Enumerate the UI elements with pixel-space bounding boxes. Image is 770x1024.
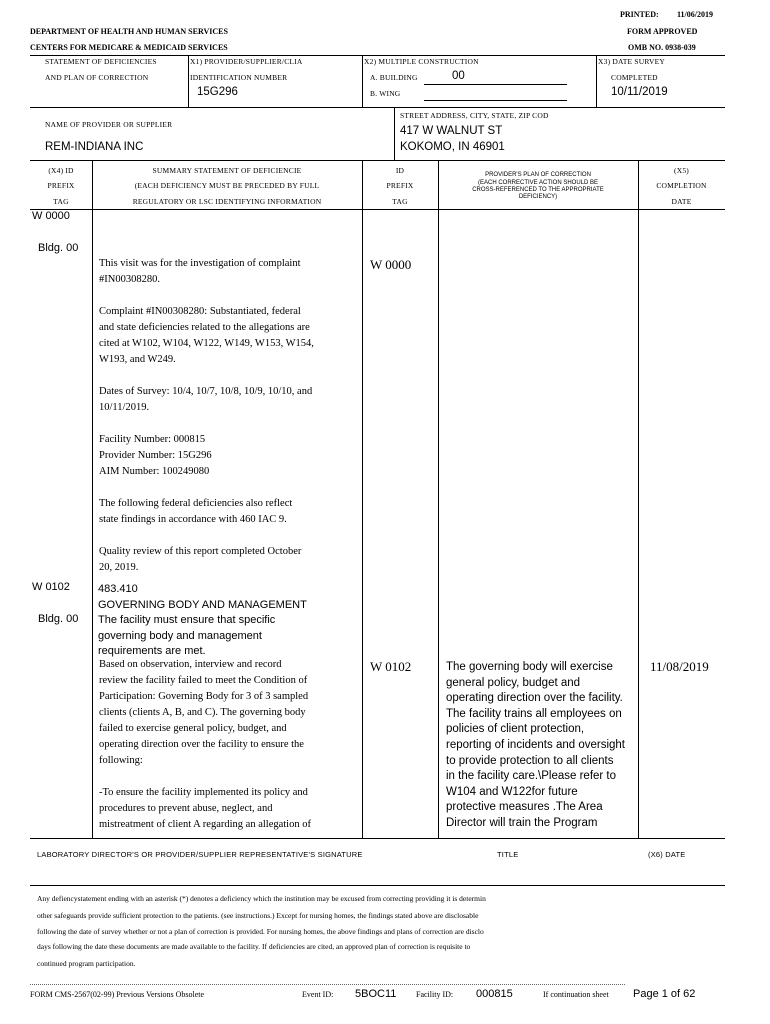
prefix-tag-w0102: W 0102	[32, 581, 70, 593]
address-label: STREET ADDRESS, CITY, STATE, ZIP COD	[400, 111, 549, 120]
form-number: FORM CMS-2567(02-99) Previous Versions Obsolete	[30, 990, 205, 999]
address-line-2: KOKOMO, IN 46901	[400, 141, 505, 153]
plan-header-4: DEFICIENCY)	[518, 194, 558, 200]
page-number: Page 1 of 62	[633, 988, 696, 1000]
prefix-tag-w0000: W 0000	[32, 210, 70, 222]
id-prefix-w0102: W 0102	[370, 659, 412, 674]
x1-label-1: X1) PROVIDER/SUPPLIER/CLIA	[190, 57, 303, 66]
form-approved: FORM APPROVED	[627, 27, 698, 36]
disclaimer-line-4: days following the date these documents are made available to the facility. If deficiencies are cited, an approved plan of correction is requisite to	[37, 942, 471, 951]
plan-header-2: (EACH CORRECTIVE ACTION SHOULD BE	[477, 180, 599, 186]
x4-header-1: (X4) ID	[48, 166, 74, 175]
disclaimer-line-5: continued program participation.	[37, 959, 136, 968]
facility-id-label: Facility ID:	[416, 990, 454, 999]
building-tag-2: Bldg. 00	[38, 613, 79, 625]
statement-label-2: AND PLAN OF CORRECTION	[45, 73, 149, 82]
disclaimer-line-2: other safeguards provide sufficient protection to the patients. (see instructions.) Except for nursing homes, the findings stated above are disclosable	[37, 911, 479, 920]
x4-header-2: PREFIX	[47, 181, 75, 190]
x3-label-2: COMPLETED	[611, 73, 658, 82]
building-value: 00	[452, 70, 465, 82]
summary-w0102-body: Based on observation, interview and record review the facility failed to meet the Condition of Participation: Governing Body for 3 of 3 sampled clients (clients A, B, and C). The governing body failed to exercise general policy, budget, and operating direction over the facility to ensure the following: -To ensure the facility implemented its policy and procedures to prevent abuse, neglect, and mistreatment of client A regarding an allegation of	[99, 659, 311, 830]
event-id-value: 5BOC11	[355, 988, 397, 1000]
printed-label: PRINTED:	[620, 10, 659, 19]
x3-survey-date: 10/11/2019	[611, 86, 668, 98]
x2-label: X2) MULTIPLE CONSTRUCTION	[364, 57, 479, 66]
summary-w0102-heading: 483.410 GOVERNING BODY AND MANAGEMENT The facility must ensure that specific governing body and management requirements are met.	[98, 583, 307, 658]
disclaimer-line-1: Any defiencystatement ending with an asterisk (*) denotes a deficiency which the institution may be excused from correcting providing it is determin	[37, 894, 486, 903]
printed-date: 11/06/2019	[677, 10, 714, 19]
title-label: TITLE	[497, 850, 519, 859]
x5-header-1: (X5)	[674, 166, 689, 175]
provider-name-label: NAME OF PROVIDER OR SUPPLIER	[45, 120, 173, 129]
plan-of-correction-w0102: The governing body will exercise general policy, budget and operating direction over the facility. The facility trains all employees on policies of client protection, reporting of incidents and oversight to provide protection to all clients in the facility care.\Please refer to W104 and W122for future protective measures .The Area Director will train the Program	[446, 661, 625, 829]
completion-date-w0102: 11/08/2019	[650, 659, 709, 674]
x5-header-3: DATE	[671, 197, 692, 206]
plan-header-3: CROSS-REFERENCED TO THE APPROPRIATE	[472, 187, 604, 193]
signature-label: LABORATORY DIRECTOR'S OR PROVIDER/SUPPLIER REPRESENTATIVE'S SIGNATURE	[37, 850, 363, 859]
x5-header-2: COMPLETION	[656, 181, 707, 190]
summary-w0000: This visit was for the investigation of complaint #IN00308280. Complaint #IN00308280: Substantiated, federal and state deficiencies related to the allegations are cited at W102, W104, W122, W149, W153, W154, W193, and W249. Dates of Survey: 10/4, 10/7, 10/8, 10/9, 10/10, and 10/11/2019. Facility Number: 000815 Provider Number: 15G296 AIM Number: 100249080 The following federal deficiencies also reflect state findings in accordance with 460 IAC 9. Quality review of this report completed October 20, 2019.	[99, 258, 314, 573]
summary-header-1: SUMMARY STATEMENT OF DEFICIENCIE	[152, 166, 302, 175]
id-header-2: PREFIX	[386, 181, 414, 190]
continuation-label: If continuation sheet	[543, 990, 609, 999]
wing-label: B. WING	[370, 89, 401, 98]
summary-header-3: REGULATORY OR LSC IDENTIFYING INFORMATION	[132, 197, 322, 206]
x6-date-label: (X6) DATE	[648, 850, 686, 859]
omb-number: OMB NO. 0938-039	[628, 43, 696, 52]
building-label: A. BUILDING	[370, 73, 418, 82]
id-header-3: TAG	[392, 197, 408, 206]
summary-header-2: (EACH DEFICIENCY MUST BE PRECEDED BY FULL	[134, 181, 320, 190]
event-id-label: Event ID:	[302, 990, 334, 999]
department-name: DEPARTMENT OF HEALTH AND HUMAN SERVICES	[30, 27, 228, 36]
provider-name-value: REM-INDIANA INC	[45, 141, 144, 153]
facility-id-value: 000815	[476, 988, 513, 1000]
x1-identification-value: 15G296	[197, 86, 238, 98]
centers-name: CENTERS FOR MEDICARE & MEDICAID SERVICES	[30, 43, 228, 52]
disclaimer-line-3: following the date of survey whether or not a plan of correction is provided. For nursing homes, the above findings and plans of correction are disclo	[37, 927, 484, 936]
address-line-1: 417 W WALNUT ST	[400, 125, 503, 137]
x3-label-1: X3) DATE SURVEY	[598, 57, 665, 66]
x4-header-3: TAG	[53, 197, 69, 206]
x1-label-2: IDENTIFICATION NUMBER	[190, 73, 288, 82]
id-prefix-w0000: W 0000	[370, 257, 412, 272]
statement-label-1: STATEMENT OF DEFICIENCIES	[45, 57, 157, 66]
building-tag-1: Bldg. 00	[38, 242, 79, 254]
id-header-1: ID	[395, 166, 405, 175]
plan-header-1: PROVIDER'S PLAN OF CORRECTION	[485, 172, 591, 178]
